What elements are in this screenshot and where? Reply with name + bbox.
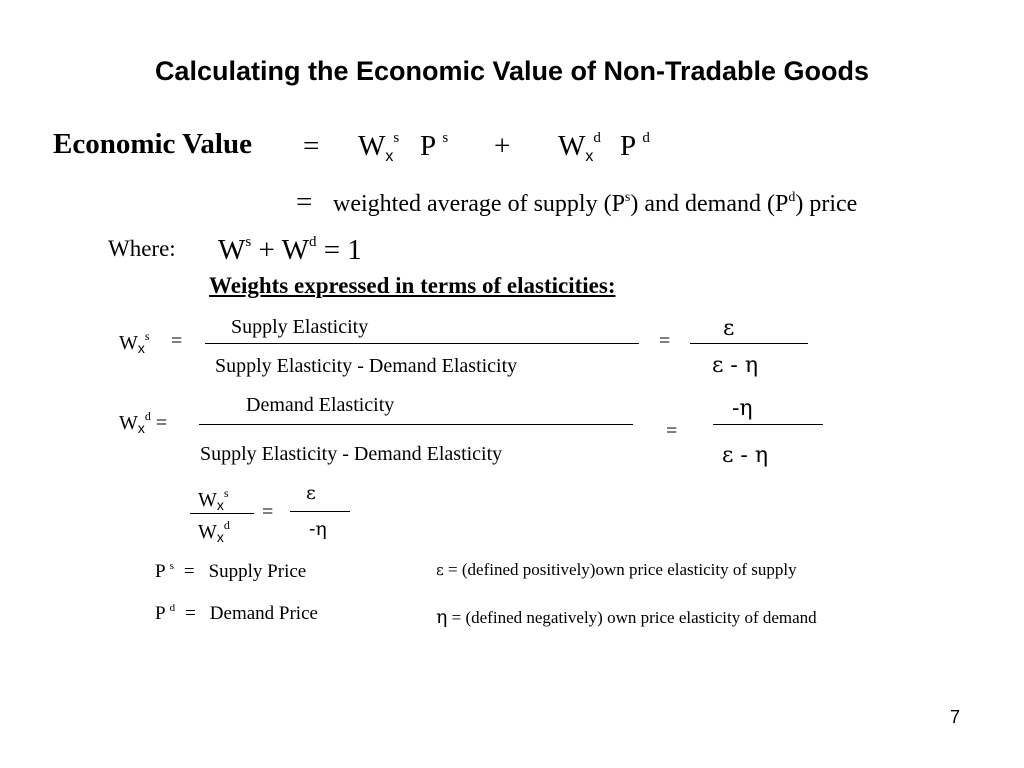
x-subscript: x bbox=[137, 340, 145, 356]
supply-fraction-bar bbox=[205, 343, 639, 344]
formula-pd bbox=[620, 130, 650, 163]
supply-weight-lhs bbox=[119, 329, 150, 356]
wa-sup-s: s bbox=[624, 190, 631, 205]
demand-weight-lhs bbox=[119, 409, 167, 436]
epsilon-definition bbox=[436, 560, 797, 580]
supply-greek-fraction-bar bbox=[690, 343, 808, 344]
eta-definition-text: = (defined negatively) own price elasticity of demand bbox=[451, 608, 817, 627]
x-subscript: x bbox=[137, 420, 145, 436]
d-superscript: d bbox=[223, 518, 230, 532]
demand-elasticity-numerator: Demand Elasticity bbox=[246, 394, 395, 416]
supply-greek-denominator: ε - η bbox=[712, 353, 758, 378]
p-symbol: P bbox=[620, 130, 636, 162]
formula-plus: + bbox=[494, 130, 511, 162]
eta-symbol: η bbox=[436, 606, 448, 628]
where-equation bbox=[218, 234, 362, 267]
w-symbol: W bbox=[281, 234, 309, 266]
x-subscript: x bbox=[216, 497, 224, 513]
d-superscript: d bbox=[144, 409, 151, 423]
supply-weight-equals: = bbox=[171, 330, 183, 352]
s-superscript: s bbox=[393, 130, 400, 146]
x-subscript: x bbox=[385, 148, 394, 165]
economic-value-equals: = bbox=[303, 130, 320, 162]
x-subscript: x bbox=[585, 148, 594, 165]
s-superscript: s bbox=[442, 130, 449, 146]
demand-greek-numerator: -η bbox=[732, 396, 753, 421]
weights-heading: Weights expressed in terms of elasticities: bbox=[209, 273, 616, 298]
s-superscript: s bbox=[144, 329, 150, 343]
equals-one: = 1 bbox=[323, 234, 362, 266]
supply-elasticity-numerator: Supply Elasticity bbox=[231, 316, 369, 338]
epsilon-symbol: ε bbox=[436, 561, 444, 579]
wa-text-before: weighted average of supply (P bbox=[333, 191, 625, 217]
supply-price-definition bbox=[155, 560, 306, 583]
where-label: Where: bbox=[108, 236, 176, 261]
plus-sign: + bbox=[258, 234, 275, 266]
demand-elasticity-denominator: Supply Elasticity - Demand Elasticity bbox=[200, 443, 503, 465]
wa-text-middle: ) and demand (P bbox=[630, 191, 789, 217]
weighted-average-equals: = bbox=[296, 186, 313, 218]
d-superscript: d bbox=[308, 234, 317, 250]
demand-price-text: Demand Price bbox=[209, 603, 318, 624]
ratio-greek-denominator: -η bbox=[309, 518, 327, 540]
demand-fraction-bar bbox=[199, 424, 633, 425]
demand-weight-equals-2: = bbox=[666, 420, 678, 442]
p-symbol: P bbox=[420, 130, 436, 162]
formula-wxs bbox=[358, 130, 399, 166]
w-symbol: W bbox=[198, 521, 217, 543]
ratio-equals: = bbox=[262, 501, 274, 523]
wa-sup-d: d bbox=[788, 190, 796, 205]
p-symbol: P bbox=[155, 561, 166, 582]
d-superscript: d bbox=[593, 130, 601, 146]
weighted-average-text bbox=[333, 190, 857, 218]
demand-greek-denominator: ε - η bbox=[722, 443, 768, 468]
x-subscript: x bbox=[216, 529, 224, 545]
slide-title: Calculating the Economic Value of Non-Tradable Goods bbox=[154, 56, 870, 86]
s-superscript: s bbox=[245, 234, 252, 250]
ratio-numerator bbox=[198, 486, 229, 513]
d-superscript: d bbox=[169, 602, 176, 614]
eta-definition bbox=[436, 606, 817, 628]
page-number: 7 bbox=[950, 707, 961, 727]
w-symbol: W bbox=[119, 412, 138, 434]
equals-sign: = bbox=[183, 561, 195, 582]
demand-price-definition bbox=[155, 602, 318, 625]
p-symbol: P bbox=[155, 603, 166, 624]
supply-greek-numerator: ε bbox=[723, 316, 735, 341]
d-superscript: d bbox=[642, 130, 650, 146]
formula-wxd bbox=[558, 130, 601, 166]
w-symbol: W bbox=[218, 234, 246, 266]
demand-weight-equals: = bbox=[155, 412, 168, 434]
ratio-greek-fraction-bar bbox=[290, 511, 350, 512]
ratio-fraction-bar bbox=[190, 513, 254, 514]
supply-price-text: Supply Price bbox=[208, 561, 307, 582]
formula-ps bbox=[420, 130, 448, 163]
supply-elasticity-denominator: Supply Elasticity - Demand Elasticity bbox=[215, 355, 518, 377]
s-superscript: s bbox=[223, 486, 229, 500]
epsilon-definition-text: = (defined positively)own price elasticity of supply bbox=[448, 560, 797, 579]
w-symbol: W bbox=[119, 332, 138, 354]
demand-greek-fraction-bar bbox=[713, 424, 823, 425]
equals-sign: = bbox=[185, 603, 196, 624]
wa-text-after: ) price bbox=[795, 191, 858, 217]
ratio-denominator bbox=[198, 518, 230, 545]
s-superscript: s bbox=[169, 560, 174, 572]
w-symbol: W bbox=[558, 130, 586, 162]
supply-weight-equals-2: = bbox=[659, 330, 671, 352]
w-symbol: W bbox=[198, 489, 217, 511]
ratio-greek-numerator: ε bbox=[306, 482, 316, 504]
w-symbol: W bbox=[358, 130, 386, 162]
economic-value-label: Economic Value bbox=[53, 128, 252, 160]
